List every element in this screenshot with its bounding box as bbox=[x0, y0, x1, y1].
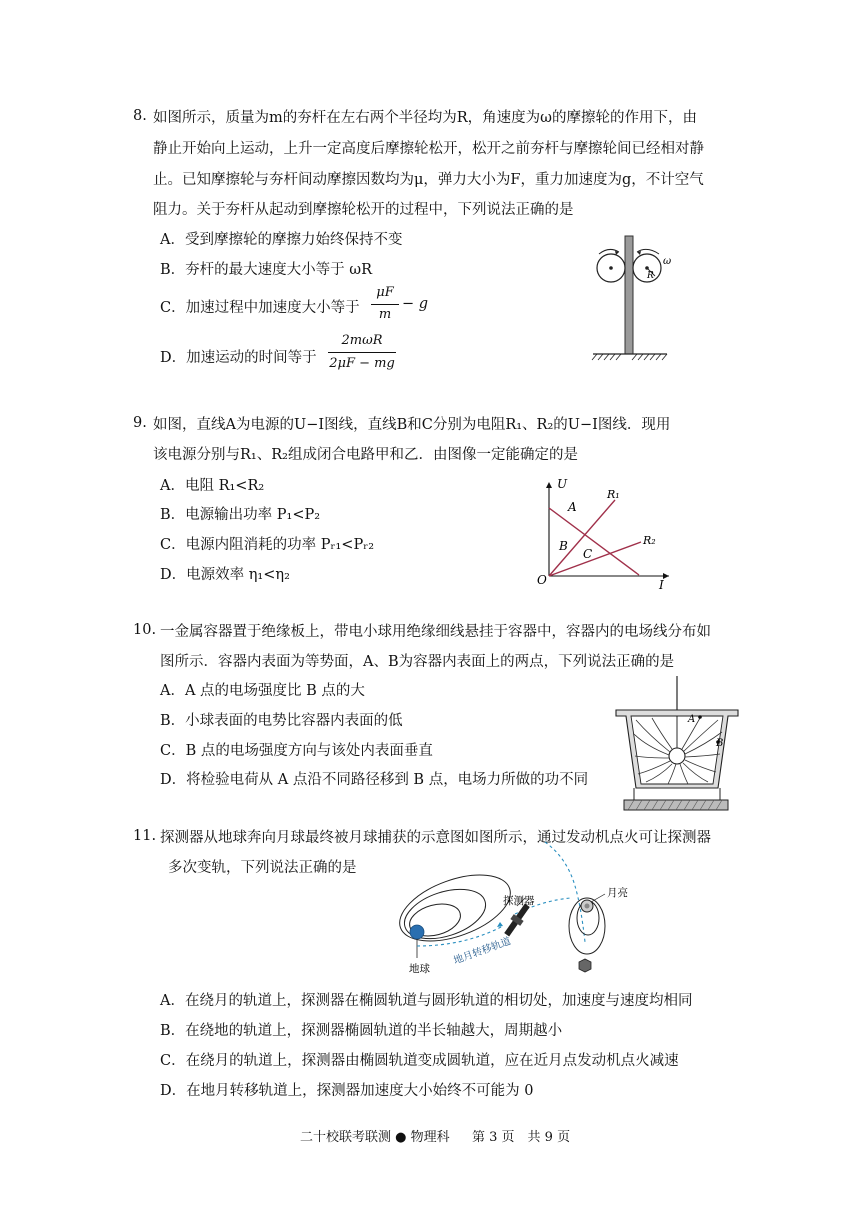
option-c[interactable]: C．电源内阻消耗的功率 Pᵣ₁<Pᵣ₂ bbox=[160, 537, 375, 553]
option-c-suffix: − g bbox=[402, 296, 429, 312]
origin-label: O bbox=[537, 573, 547, 587]
line-b-label: B bbox=[559, 539, 568, 553]
line-a-label: A bbox=[568, 500, 577, 514]
moon-label: 月亮 bbox=[607, 887, 628, 899]
question-stem-line: 一金属容器置于绝缘板上，带电小球用绝缘细线悬挂于容器中，容器内的电场线分布如 bbox=[160, 624, 711, 640]
option-d[interactable]: D．加速运动的时间等于 bbox=[160, 350, 317, 366]
option-a[interactable]: A．受到摩擦轮的摩擦力始终保持不变 bbox=[160, 232, 403, 248]
question-stem-line: 如图，直线A为电源的U−I图线，直线B和C分别为电阻R₁、R₂的U−I图线．现用 bbox=[153, 417, 671, 433]
line-c-label: C bbox=[583, 547, 593, 561]
orbit-figure bbox=[395, 842, 645, 980]
option-d[interactable]: D．在地月转移轨道上，探测器加速度大小始终不可能为 0 bbox=[160, 1083, 534, 1099]
fraction-numerator: μF bbox=[376, 285, 394, 300]
option-c[interactable]: C．B 点的电场强度方向与该处内表面垂直 bbox=[160, 743, 433, 759]
fraction-denominator: 2μF − mg bbox=[329, 356, 395, 371]
ui-graph-figure bbox=[535, 478, 675, 590]
question-number: 9. bbox=[133, 415, 147, 431]
question-number: 8. bbox=[133, 108, 147, 124]
question-stem-line: 图所示．容器内表面为等势面，A、B为容器内表面上的两点，下列说法正确的是 bbox=[160, 654, 675, 670]
omega-label: ω bbox=[663, 256, 672, 267]
option-a[interactable]: A．电阻 R₁<R₂ bbox=[160, 478, 265, 494]
option-b[interactable]: B．夯杆的最大速度大小等于 ωR bbox=[160, 262, 373, 278]
option-c[interactable]: C．在绕月的轨道上，探测器由椭圆轨道变成圆轨道，应在近月点发动机点火减速 bbox=[160, 1053, 679, 1069]
rod-wheels-figure bbox=[585, 232, 695, 362]
question-stem-line: 多次变轨，下列说法正确的是 bbox=[168, 860, 357, 876]
option-b[interactable]: B．小球表面的电势比容器内表面的低 bbox=[160, 713, 403, 729]
option-a[interactable]: A．A 点的电场强度比 B 点的大 bbox=[160, 683, 365, 699]
question-stem-line: 静止开始向上运动，上升一定高度后摩擦轮松开，松开之前夯杆与摩擦轮间已经相对静 bbox=[153, 141, 704, 157]
option-c[interactable]: C．加速过程中加速度大小等于 bbox=[160, 300, 360, 316]
question-stem-line: 该电源分别与R₁、R₂组成闭合电路甲和乙．由图像一定能确定的是 bbox=[153, 447, 578, 463]
point-b-label: B bbox=[716, 738, 724, 749]
fraction-numerator: 2mωR bbox=[341, 333, 383, 348]
i-axis-label: I bbox=[659, 578, 664, 592]
radius-label: R bbox=[647, 271, 654, 281]
point-a-label: A bbox=[688, 714, 696, 725]
question-stem-line: 如图所示，质量为m的夯杆在左右两个半径均为R，角速度为ω的摩擦轮的作用下，由 bbox=[153, 110, 697, 126]
earth-label: 地球 bbox=[409, 963, 430, 975]
fraction-denominator: m bbox=[378, 307, 392, 322]
question-stem-line: 探测器从地球奔向月球最终被月球捕获的示意图如图所示，通过发动机点火可让探测器 bbox=[160, 830, 711, 846]
fraction-bar bbox=[371, 304, 399, 305]
question-stem-line: 止。已知摩擦轮与夯杆间动摩擦因数均为μ，弹力大小为F，重力加速度为g，不计空气 bbox=[153, 172, 704, 188]
r1-label: R₁ bbox=[607, 488, 620, 501]
exam-title: 二十校联考联测 ● 物理科 bbox=[300, 1130, 450, 1145]
u-axis-label: U bbox=[557, 477, 568, 491]
container-field-figure bbox=[610, 676, 745, 812]
question-number: 11. bbox=[133, 828, 157, 844]
question-number: 10. bbox=[133, 622, 157, 638]
r2-label: R₂ bbox=[643, 534, 656, 547]
probe-label: 探测器 bbox=[503, 895, 535, 907]
question-stem-line: 阻力。关于夯杆从起动到摩擦轮松开的过程中，下列说法正确的是 bbox=[153, 202, 574, 218]
option-d[interactable]: D．电源效率 η₁<η₂ bbox=[160, 567, 290, 583]
page-number: 第 3 页 共 9 页 bbox=[472, 1130, 571, 1145]
option-b[interactable]: B．电源输出功率 P₁<P₂ bbox=[160, 507, 321, 523]
fraction-bar bbox=[328, 352, 396, 353]
option-b[interactable]: B．在绕地的轨道上，探测器椭圆轨道的半长轴越大，周期越小 bbox=[160, 1023, 563, 1039]
transfer-orbit-label: 地月转移轨道 bbox=[452, 935, 513, 967]
option-a[interactable]: A．在绕月的轨道上，探测器在椭圆轨道与圆形轨道的相切处，加速度与速度均相同 bbox=[160, 993, 693, 1009]
option-d[interactable]: D．将检验电荷从 A 点沿不同路径移到 B 点，电场力所做的功不同 bbox=[160, 772, 589, 788]
